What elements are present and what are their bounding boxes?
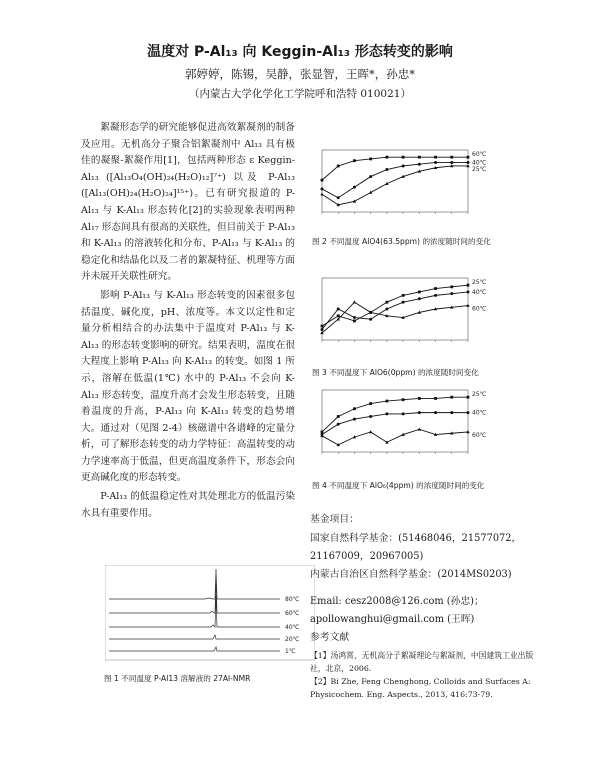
nmr-temp-label: 80℃ — [285, 596, 300, 603]
data-point — [320, 192, 323, 195]
data-point — [385, 412, 388, 415]
nmr-temp-label: 1℃ — [285, 648, 296, 655]
data-point — [418, 297, 421, 300]
figure-3-chart — [314, 272, 510, 352]
legend-label: 60℃ — [472, 431, 487, 439]
results-paragraph: 影响 P-Al₁₃ 与 K-Al₁₃ 形态转变的因素很多包括温度、碱化度，pH、浓度等。本文以定性和定量分析相结合的办法集中于温度对 P-Al₁₃ 与 K-Al₁₃ 的形态转变影响的研究。结果表明，温度在很大程度上影响 P-Al₁₃ 向 K-Al₁₃ 的转变。如图 1 所示，溶解在低温(1℃) 水中的 P-Al₁₃ 不会向 K-Al₁₃ 形态转变，温度升高才会发生形态转变，且随着温度的升高，P-Al₁₃ 向 K-Al₁₃ 转变的趋势增大。通过对（见图 2-4）核磁谱中各谱峰的定量分析，可了解形态转变的动力学特征：高温转变的动力学速率高于低温，但更高温度条件下，形态会向更高碱化度的形态转变。 — [81, 289, 295, 484]
data-point — [321, 179, 324, 182]
contact-email: apollowanghui@gmail.com (王晖) — [310, 614, 475, 625]
figure-4-caption: 图 4 不同温度下 AlO₆(4ppm) 的浓度随时间的变化 — [312, 481, 485, 490]
figure-2-plot — [314, 144, 510, 224]
data-point — [434, 397, 437, 400]
data-point — [402, 164, 405, 167]
data-point — [337, 314, 340, 317]
funding-line: 国家自然科学基金：(51468046，21577072， — [310, 533, 522, 544]
data-point — [321, 431, 324, 434]
data-point — [402, 412, 405, 415]
plot-frame — [322, 150, 468, 212]
data-point — [369, 158, 372, 161]
data-point — [450, 292, 453, 295]
data-point — [353, 300, 356, 303]
data-point — [385, 308, 388, 311]
data-point — [353, 407, 356, 410]
figure-3-caption: 图 3 不同温度下 AlO6(0ppm) 的浓度随时间变化 — [312, 368, 479, 377]
data-point — [353, 418, 356, 421]
funding-label: 基金项目： — [310, 514, 359, 525]
legend-label: 40℃ — [472, 288, 487, 296]
figure-3-plot — [314, 272, 510, 352]
funding-line: 21167009，20967005) — [310, 551, 424, 562]
series-line — [322, 413, 468, 435]
data-point — [369, 318, 372, 321]
data-point — [353, 316, 356, 319]
figure-4-chart — [314, 384, 510, 464]
data-point — [385, 156, 388, 159]
data-point — [450, 161, 453, 164]
nmr-temp-label: 20℃ — [285, 636, 300, 643]
data-point — [337, 196, 340, 199]
legend-label: 25℃ — [472, 391, 487, 399]
series-line — [322, 397, 468, 432]
data-point — [353, 186, 356, 189]
legend-label: 60℃ — [472, 151, 487, 159]
reference-item: 【1】汤鸿霄，无机高分子絮凝理论与絮凝剂，中国建筑工业出版社，北京，2006. — [310, 651, 534, 673]
data-point — [450, 156, 453, 159]
data-point — [467, 396, 470, 399]
nmr-temp-label: 40℃ — [285, 624, 300, 631]
data-point — [450, 285, 453, 288]
plot-frame — [322, 390, 468, 452]
data-point — [353, 159, 356, 162]
data-point — [337, 165, 340, 168]
data-point — [418, 291, 421, 294]
series-line — [322, 157, 468, 180]
data-point — [467, 161, 470, 164]
data-point — [467, 290, 470, 293]
data-point — [337, 415, 340, 418]
series-line — [322, 292, 468, 329]
figure-1-caption: 图 1 不同温度 P-Al13 溶解液的 27Al-NMR — [104, 674, 251, 683]
data-point — [337, 423, 340, 426]
legend-label: 60℃ — [472, 305, 487, 313]
data-point — [434, 294, 437, 297]
data-point — [434, 411, 437, 414]
data-point — [353, 320, 356, 323]
author-list: 郭婷婷，陈锡，吴静，张显智，王晖*，孙忠* — [185, 67, 415, 81]
intro-paragraph: 絮凝形态学的研究能够促进高效絮凝剂的制备及应用。无机高分子聚合铝絮凝剂中 Al₁₃ 具有极佳的凝聚-絮凝作用[1]，包括两种形态 ε Keggin-Al₁₃ ([Al₁₃O₄(OH)₂₄(H₂O)₁₂]⁷⁺) 以及 P-Al₁₃ ([Al₁₃(OH)₂₄(H₂O)₂₄]¹⁵⁺)。已有研究报道的 P-Al₁₃ 与 K-Al₁₃ 形态转化[2]的实验现象表明两种 Al₁₇ 形态间具有很高的关联性，但目前关于 P-Al₁₃ 和 K-Al₁₃ 的溶液转化和分布、P-Al₁₃ 与 K-Al₁₃ 的稳定化和结晶化以及二者的絮凝特征、机理等方面并未展开关联性研究。 — [81, 122, 295, 283]
data-point — [402, 301, 405, 304]
data-point — [418, 411, 421, 414]
data-point — [450, 396, 453, 399]
figure-2-chart — [314, 144, 510, 224]
data-point — [402, 156, 405, 159]
left-column — [81, 120, 295, 522]
data-point — [402, 398, 405, 401]
paper-title: 温度对 P-Al₁₃ 向 Keggin-Al₁₃ 形态转变的影响 — [147, 44, 453, 60]
conclusion-paragraph: P-Al₁₃ 的低温稳定性对其处理北方的低温污染水具有重要作用。 — [81, 491, 295, 519]
data-point — [418, 397, 421, 400]
data-point — [337, 308, 340, 311]
data-point — [467, 411, 470, 414]
legend-label: 40℃ — [472, 159, 487, 167]
legend-label: 25℃ — [472, 165, 487, 173]
data-point — [385, 400, 388, 403]
data-point — [418, 156, 421, 159]
funding-line: 内蒙古自治区自然科学基金：(2014MS0203) — [310, 569, 512, 580]
data-point — [418, 163, 421, 166]
references-heading: 参考文献 — [310, 632, 350, 643]
nmr-temp-label: 60℃ — [285, 610, 300, 617]
data-point — [402, 294, 405, 297]
affiliation: （内蒙古大学化学化工学院呼和浩特 010021） — [189, 88, 411, 100]
data-point — [434, 161, 437, 164]
figure-1-nmr — [105, 565, 315, 665]
data-point — [434, 287, 437, 290]
reference-item: 【2】Bi Zhe, Feng Chenghong, Colloids and Surfaces A: Physicochem. Eng. Aspects., 2013, 416:73-79. — [310, 677, 531, 699]
data-point — [385, 168, 388, 171]
data-point — [418, 428, 421, 431]
figure-1-plot — [105, 565, 315, 665]
data-point — [321, 187, 324, 190]
figure-4-plot — [314, 384, 510, 464]
series-line — [322, 166, 468, 205]
data-point — [467, 156, 470, 159]
data-point — [467, 284, 470, 287]
figure-2-caption: 图 2 不同温度 AlO4(63.5ppm) 的浓度随时间的变化 — [312, 237, 491, 246]
series-line — [322, 429, 468, 444]
data-point — [369, 430, 372, 433]
data-point — [369, 415, 372, 418]
data-point — [321, 325, 324, 328]
data-point — [385, 301, 388, 304]
contact-email: Email: cesz2008@126.com (孙忠)； — [310, 596, 484, 607]
data-point — [369, 402, 372, 405]
data-point — [450, 411, 453, 414]
legend-label: 40℃ — [472, 409, 487, 417]
legend-label: 25℃ — [472, 279, 487, 287]
data-point — [369, 175, 372, 178]
data-point — [321, 328, 324, 331]
data-point — [434, 156, 437, 159]
